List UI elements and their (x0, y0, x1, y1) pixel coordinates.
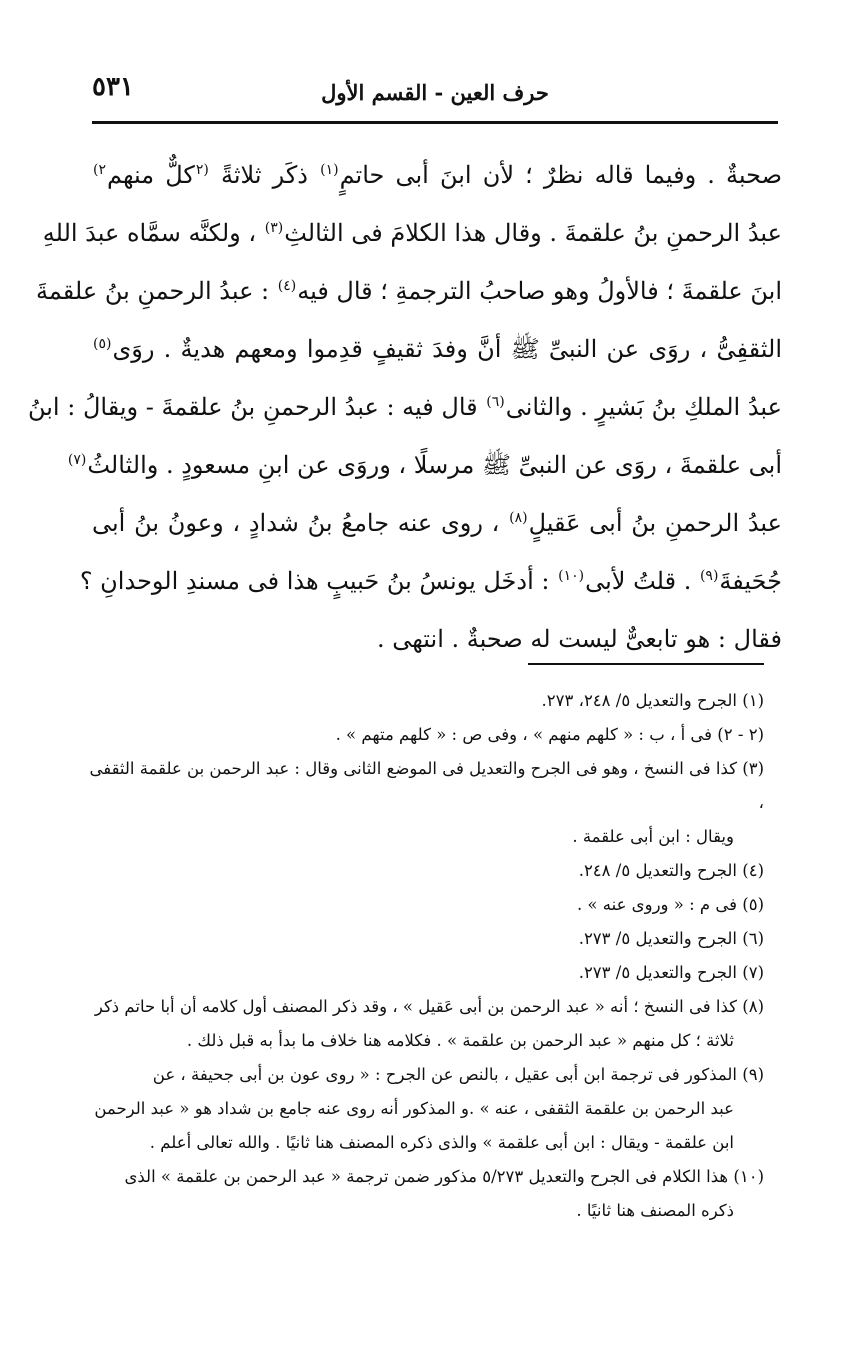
text-line (92, 494, 782, 552)
footnote-text: الجرح والتعديل ٥/ ٢٧٣. (578, 929, 743, 948)
footnote-text: فى أ ، ب : « كلهم منهم » ، وفى ص : « كلهم متهم » . (335, 725, 718, 744)
footnote-reference: (٨) (509, 510, 528, 526)
text-segment: : أدخَل يونسُ بنُ حَبيبٍ هذا فى مسندِ الوحدانِ ؟ (79, 567, 558, 595)
footnote-text: الجرح والتعديل ٥/ ٢٤٨، ٢٧٣. (541, 691, 743, 710)
text-line (67, 436, 782, 494)
footnote-reference: (٣) (264, 220, 284, 236)
text-segment: صحبةٌ . وفيما قاله نظرٌ ؛ لأن ابنَ أبى حاتمٍ (339, 161, 782, 189)
footnote-reference: ٢) (93, 162, 106, 178)
text-line (79, 552, 782, 610)
footnote-number: (٣) (742, 759, 764, 778)
footnote-line (80, 888, 764, 922)
page-number: ٥٣١ (92, 72, 134, 102)
footnote-line (80, 1160, 764, 1194)
footnote (80, 752, 764, 854)
footnote-reference: (٧) (67, 452, 87, 468)
footnote-continuation: ذكره المصنف هنا ثانيًا . (576, 1201, 734, 1220)
text-segment: ذكَر ثلاثةً (209, 161, 320, 189)
text-line (92, 146, 782, 204)
text-line (42, 204, 782, 262)
footnote-number: (٤) (742, 861, 764, 880)
footnote (80, 1058, 764, 1160)
footnote-line (80, 684, 764, 718)
footnote-reference: (١) (320, 162, 339, 178)
text-segment: عبدُ الرحمنِ بنُ علقمةَ . وقال هذا الكلامَ فى الثالثِ (284, 219, 782, 247)
text-segment: ، ولكنَّه سمَّاه عبدَ اللهِ (42, 219, 264, 247)
text-segment: ابنَ علقمةَ ؛ فالأولُ وهو صاحبُ الترجمةِ ؛ قال فيه (297, 277, 782, 305)
footnote (80, 888, 764, 922)
footnote-line (80, 922, 764, 956)
text-segment: جُحَيفةَ (719, 567, 782, 595)
footnote-number: (٦) (742, 929, 764, 948)
text-line (92, 320, 782, 378)
footnote-number: (٩) (742, 1065, 764, 1084)
footnote-text: الجرح والتعديل ٥/ ٢٤٨. (578, 861, 743, 880)
text-segment: أبى علقمةَ ، روَى عن النبىِّ ﷺ مرسلًا ، وروَى عن ابنِ مسعودٍ . والثالثُ (87, 451, 782, 479)
footnote-line (80, 718, 764, 752)
page-header (92, 62, 778, 112)
text-line (36, 262, 782, 320)
main-text (27, 146, 783, 668)
footnote (80, 990, 764, 1058)
text-segment: فقال : هو تابعىٌّ ليست له صحبةٌ . انتهى . (376, 625, 782, 653)
footnote-text: كذا فى النسخ ؛ أنه « عبد الرحمن بن أبى عَقيل » ، وقد ذكر المصنف أول كلامه أن أبا حاتم ذكر (94, 997, 743, 1016)
footnote (80, 1160, 764, 1228)
footnote-text: المذكور فى ترجمة ابن أبى عقيل ، بالنص عن الجرح : « روى عون بن أبى جحيفة ، عن (152, 1065, 743, 1084)
text-segment: : عبدُ الرحمنِ بنُ علقمةَ (36, 277, 277, 305)
footnote-number: (٨) (742, 997, 764, 1016)
header-rule (92, 121, 778, 124)
footnote-reference: (٥) (93, 336, 112, 352)
footnote-separator (528, 663, 764, 665)
text-segment: عبدُ الملكِ بنُ بَشيرٍ . والثانى (505, 393, 782, 421)
footnote-text: فى م : « وروى عنه » . (576, 895, 743, 914)
footnote (80, 854, 764, 888)
footnote-line (80, 990, 764, 1024)
text-segment: عبدُ الرحمنِ بنُ أبى عَقيلٍ (528, 509, 782, 537)
footnotes (80, 684, 764, 1228)
footnote-number: (٥) (742, 895, 764, 914)
footnote-reference: (٦) (486, 394, 505, 410)
footnote-reference: (٤) (277, 278, 297, 294)
footnote-line (80, 956, 764, 990)
text-segment: كلٌّ منهم (107, 161, 195, 189)
footnote-continuation: ثلاثة ؛ كل منهم « عبد الرحمن بن علقمة » . فكلامه هنا خلاف ما بدأ به قبل ذلك . (186, 1031, 734, 1050)
footnote-number: (١) (742, 691, 764, 710)
footnote-reference: (٩) (699, 568, 719, 584)
text-segment: قال فيه : عبدُ الرحمنِ بنُ علقمةَ - ويقالُ : ابنُ (27, 393, 486, 421)
text-line (27, 378, 782, 436)
footnote-continuation: ويقال : ابن أبى علقمة . (572, 827, 734, 846)
footnote-line (80, 752, 764, 820)
text-segment: ، روى عنه جامعُ بنُ شدادٍ ، وعونُ بنُ أبى (92, 509, 509, 537)
footnote-line (80, 854, 764, 888)
footnote-number: (١٠) (733, 1167, 764, 1186)
running-title: حرف العين - القسم الأول (321, 80, 549, 105)
footnote-reference: (٢ (195, 162, 209, 178)
footnote-text: هذا الكلام فى الجرح والتعديل ٥/٢٧٣ مذكور ضمن ترجمة « عبد الرحمن بن علقمة » الذى (124, 1167, 734, 1186)
footnote-continuation: عبد الرحمن بن علقمة الثقفى ، عنه » .و المذكور أنه روى عنه جامع بن شداد هو « عبد الرحمن ابن علقمة - ويقال : ابن أبى علقمة » والذى ذكره المصنف هنا ثانيًا . والله تعالى أعلم . (94, 1099, 734, 1152)
footnote (80, 718, 764, 752)
footnote-text: الجرح والتعديل ٥/ ٢٧٣. (578, 963, 743, 982)
footnote (80, 684, 764, 718)
footnote (80, 922, 764, 956)
footnote (80, 956, 764, 990)
footnote-number: (٢ - ٢) (717, 725, 764, 744)
text-segment: . قلتُ لأبى (585, 567, 699, 595)
footnote-line (80, 1058, 764, 1092)
footnote-number: (٧) (742, 963, 764, 982)
text-line (92, 610, 782, 668)
text-segment: الثقفِىُّ ، روَى عن النبىِّ ﷺ أنَّ وفدَ ثقيفٍ قدِموا ومعهم هديةٌ . روَى (112, 335, 783, 363)
footnote-reference: (١٠) (558, 568, 585, 584)
footnote-text: كذا فى النسخ ، وهو فى الجرح والتعديل فى الموضع الثانى وقال : عبد الرحمن بن علقمة الثقفى ، (89, 759, 764, 812)
